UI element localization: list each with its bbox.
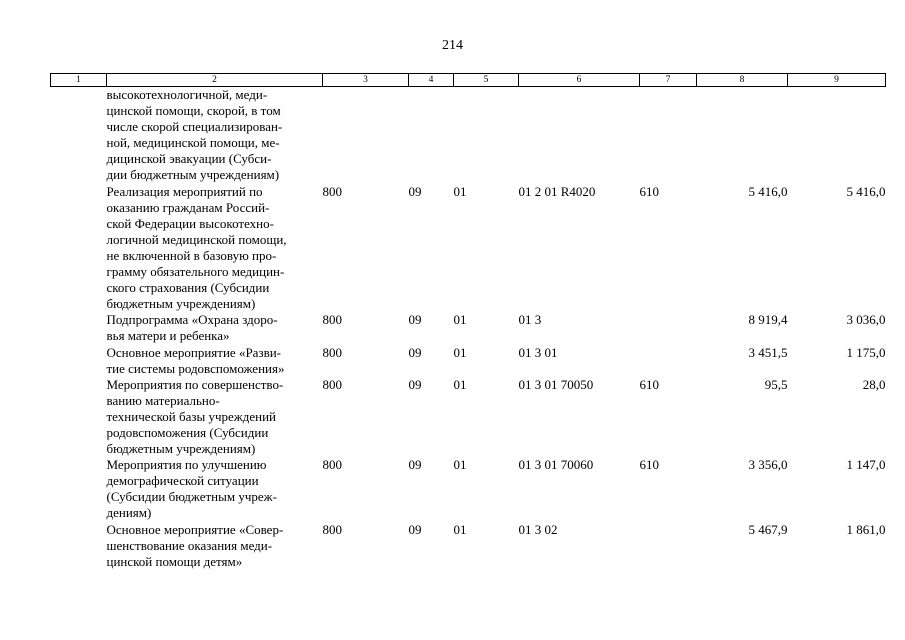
header-cell-9: 9 xyxy=(788,74,886,87)
row-name-line: Основное мероприятие «Совер- xyxy=(106,521,284,537)
amount-cell-9: 1 861,0 xyxy=(846,521,886,537)
section-code-cell: 09 xyxy=(408,457,422,473)
row-name-line: цинской помощи детям» xyxy=(106,553,243,569)
expense-type-cell xyxy=(640,87,697,184)
subsection-code-cell: 01 xyxy=(453,344,467,360)
section-code-cell: 09 xyxy=(408,312,422,328)
table-row xyxy=(51,312,886,344)
header-cell-2: 2 xyxy=(107,74,323,87)
budget-table xyxy=(50,73,886,570)
table-row xyxy=(51,184,886,313)
target-article-cell: 01 3 01 70050 xyxy=(518,376,594,392)
row-name-line: демографической ситуации xyxy=(106,473,259,489)
ministry-code-cell xyxy=(323,87,409,184)
row-name-line: ванию материально- xyxy=(106,392,220,408)
amount-cell-8: 3 356,0 xyxy=(748,457,788,473)
row-name-cell xyxy=(107,522,323,570)
expense-type-cell: 610 xyxy=(639,376,659,392)
target-article-cell: 01 2 01 R4020 xyxy=(518,183,596,199)
target-article-cell: 01 3 xyxy=(518,312,542,328)
row-name-line: дии бюджетным учреждениям) xyxy=(106,167,280,183)
target-article-cell: 01 3 02 xyxy=(518,521,558,537)
ministry-code-cell: 800 xyxy=(322,457,342,473)
row-name-line: высокотехнологичной, меди- xyxy=(106,87,268,102)
row-name-cell xyxy=(107,312,323,344)
amount-cell-9 xyxy=(788,87,886,184)
row-name-line: числе скорой специализирован- xyxy=(106,119,283,135)
table-row xyxy=(51,377,886,457)
subsection-code-cell: 01 xyxy=(453,312,467,328)
row-name-cell xyxy=(107,345,323,377)
section-code-cell xyxy=(409,87,454,184)
section-code-cell: 09 xyxy=(408,521,422,537)
subsection-code-cell: 01 xyxy=(453,457,467,473)
row-name-line: бюджетным учреждениям) xyxy=(106,441,256,457)
header-row xyxy=(51,74,886,87)
row-name-line: тие системы родовспоможения» xyxy=(106,360,285,376)
header-cell-3: 3 xyxy=(323,74,409,87)
expense-type-cell xyxy=(640,522,697,570)
row-number-cell xyxy=(51,312,107,344)
table-body xyxy=(51,87,886,570)
amount-cell-9: 28,0 xyxy=(862,376,886,392)
row-name-line: не включенной в базовую про- xyxy=(106,247,277,263)
row-name-line: шенствование оказания меди- xyxy=(106,537,273,553)
row-number-cell xyxy=(51,87,107,184)
header-cell-4: 4 xyxy=(409,74,454,87)
row-number-cell xyxy=(51,522,107,570)
row-name-cell xyxy=(107,457,323,521)
target-article-cell: 01 3 01 xyxy=(518,344,558,360)
ministry-code-cell: 800 xyxy=(322,183,342,199)
subsection-code-cell: 01 xyxy=(453,376,467,392)
row-name-line: (Субсидии бюджетным учреж- xyxy=(106,489,277,505)
amount-cell-9: 1 147,0 xyxy=(846,457,886,473)
row-name-line: Реализация мероприятий по xyxy=(106,183,263,199)
row-name-line: грамму обязательного медицин- xyxy=(106,264,285,280)
table-row xyxy=(51,345,886,377)
row-name-line: Основное мероприятие «Разви- xyxy=(106,344,281,360)
row-name-line: родовспоможения (Субсидии xyxy=(106,424,269,440)
row-name-line: вья матери и ребенка» xyxy=(106,328,230,344)
table-row xyxy=(51,87,886,184)
target-article-cell: 01 3 01 70060 xyxy=(518,457,594,473)
subsection-code-cell: 01 xyxy=(453,521,467,537)
row-number-cell xyxy=(51,457,107,521)
table-row xyxy=(51,457,886,521)
section-code-cell: 09 xyxy=(408,376,422,392)
header-cell-8: 8 xyxy=(697,74,788,87)
expense-type-cell xyxy=(640,345,697,377)
header-cell-1: 1 xyxy=(51,74,107,87)
row-name-line: ской Федерации высокотехно- xyxy=(106,215,274,231)
subsection-code-cell xyxy=(454,87,519,184)
row-name-line: технической базы учреждений xyxy=(106,408,277,424)
ministry-code-cell: 800 xyxy=(322,344,342,360)
ministry-code-cell: 800 xyxy=(322,521,342,537)
row-name-line: Мероприятия по совершенство- xyxy=(106,376,284,392)
row-name-cell xyxy=(107,377,323,457)
ministry-code-cell: 800 xyxy=(322,312,342,328)
amount-cell-8: 3 451,5 xyxy=(748,344,788,360)
page-number: 214 xyxy=(442,38,463,53)
row-name-line: ского страхования (Субсидии xyxy=(106,280,270,296)
row-number-cell xyxy=(51,377,107,457)
section-code-cell: 09 xyxy=(408,183,422,199)
amount-cell-8 xyxy=(697,87,788,184)
expense-type-cell: 610 xyxy=(639,183,659,199)
header-cell-7: 7 xyxy=(640,74,697,87)
row-name-line: Подпрограмма «Охрана здоро- xyxy=(106,312,278,328)
amount-cell-8: 5 416,0 xyxy=(748,183,788,199)
row-number-cell xyxy=(51,345,107,377)
row-name-line: ной, медицинской помощи, ме- xyxy=(106,135,280,151)
row-name-line: бюджетным учреждениям) xyxy=(106,296,256,312)
row-name-cell xyxy=(107,184,323,313)
row-name-line: логичной медицинской помощи, xyxy=(106,231,287,247)
header-cell-6: 6 xyxy=(519,74,640,87)
target-article-cell xyxy=(519,87,640,184)
row-name-line: Мероприятия по улучшению xyxy=(106,457,267,473)
amount-cell-8: 95,5 xyxy=(764,376,788,392)
row-name-line: дениям) xyxy=(106,505,152,521)
amount-cell-9: 1 175,0 xyxy=(846,344,886,360)
row-name-cell xyxy=(107,87,323,184)
row-name-line: дицинской эвакуации (Субси- xyxy=(106,151,272,167)
header-cell-5: 5 xyxy=(454,74,519,87)
row-name-line: цинской помощи, скорой, в том xyxy=(106,103,281,119)
amount-cell-8: 5 467,9 xyxy=(748,521,788,537)
ministry-code-cell: 800 xyxy=(322,376,342,392)
amount-cell-8: 8 919,4 xyxy=(748,312,788,328)
amount-cell-9: 3 036,0 xyxy=(846,312,886,328)
row-name-line: оказанию гражданам Россий- xyxy=(106,199,270,215)
expense-type-cell: 610 xyxy=(639,457,659,473)
amount-cell-9: 5 416,0 xyxy=(846,183,886,199)
subsection-code-cell: 01 xyxy=(453,183,467,199)
table-row xyxy=(51,522,886,570)
row-number-cell xyxy=(51,184,107,313)
section-code-cell: 09 xyxy=(408,344,422,360)
expense-type-cell xyxy=(640,312,697,344)
